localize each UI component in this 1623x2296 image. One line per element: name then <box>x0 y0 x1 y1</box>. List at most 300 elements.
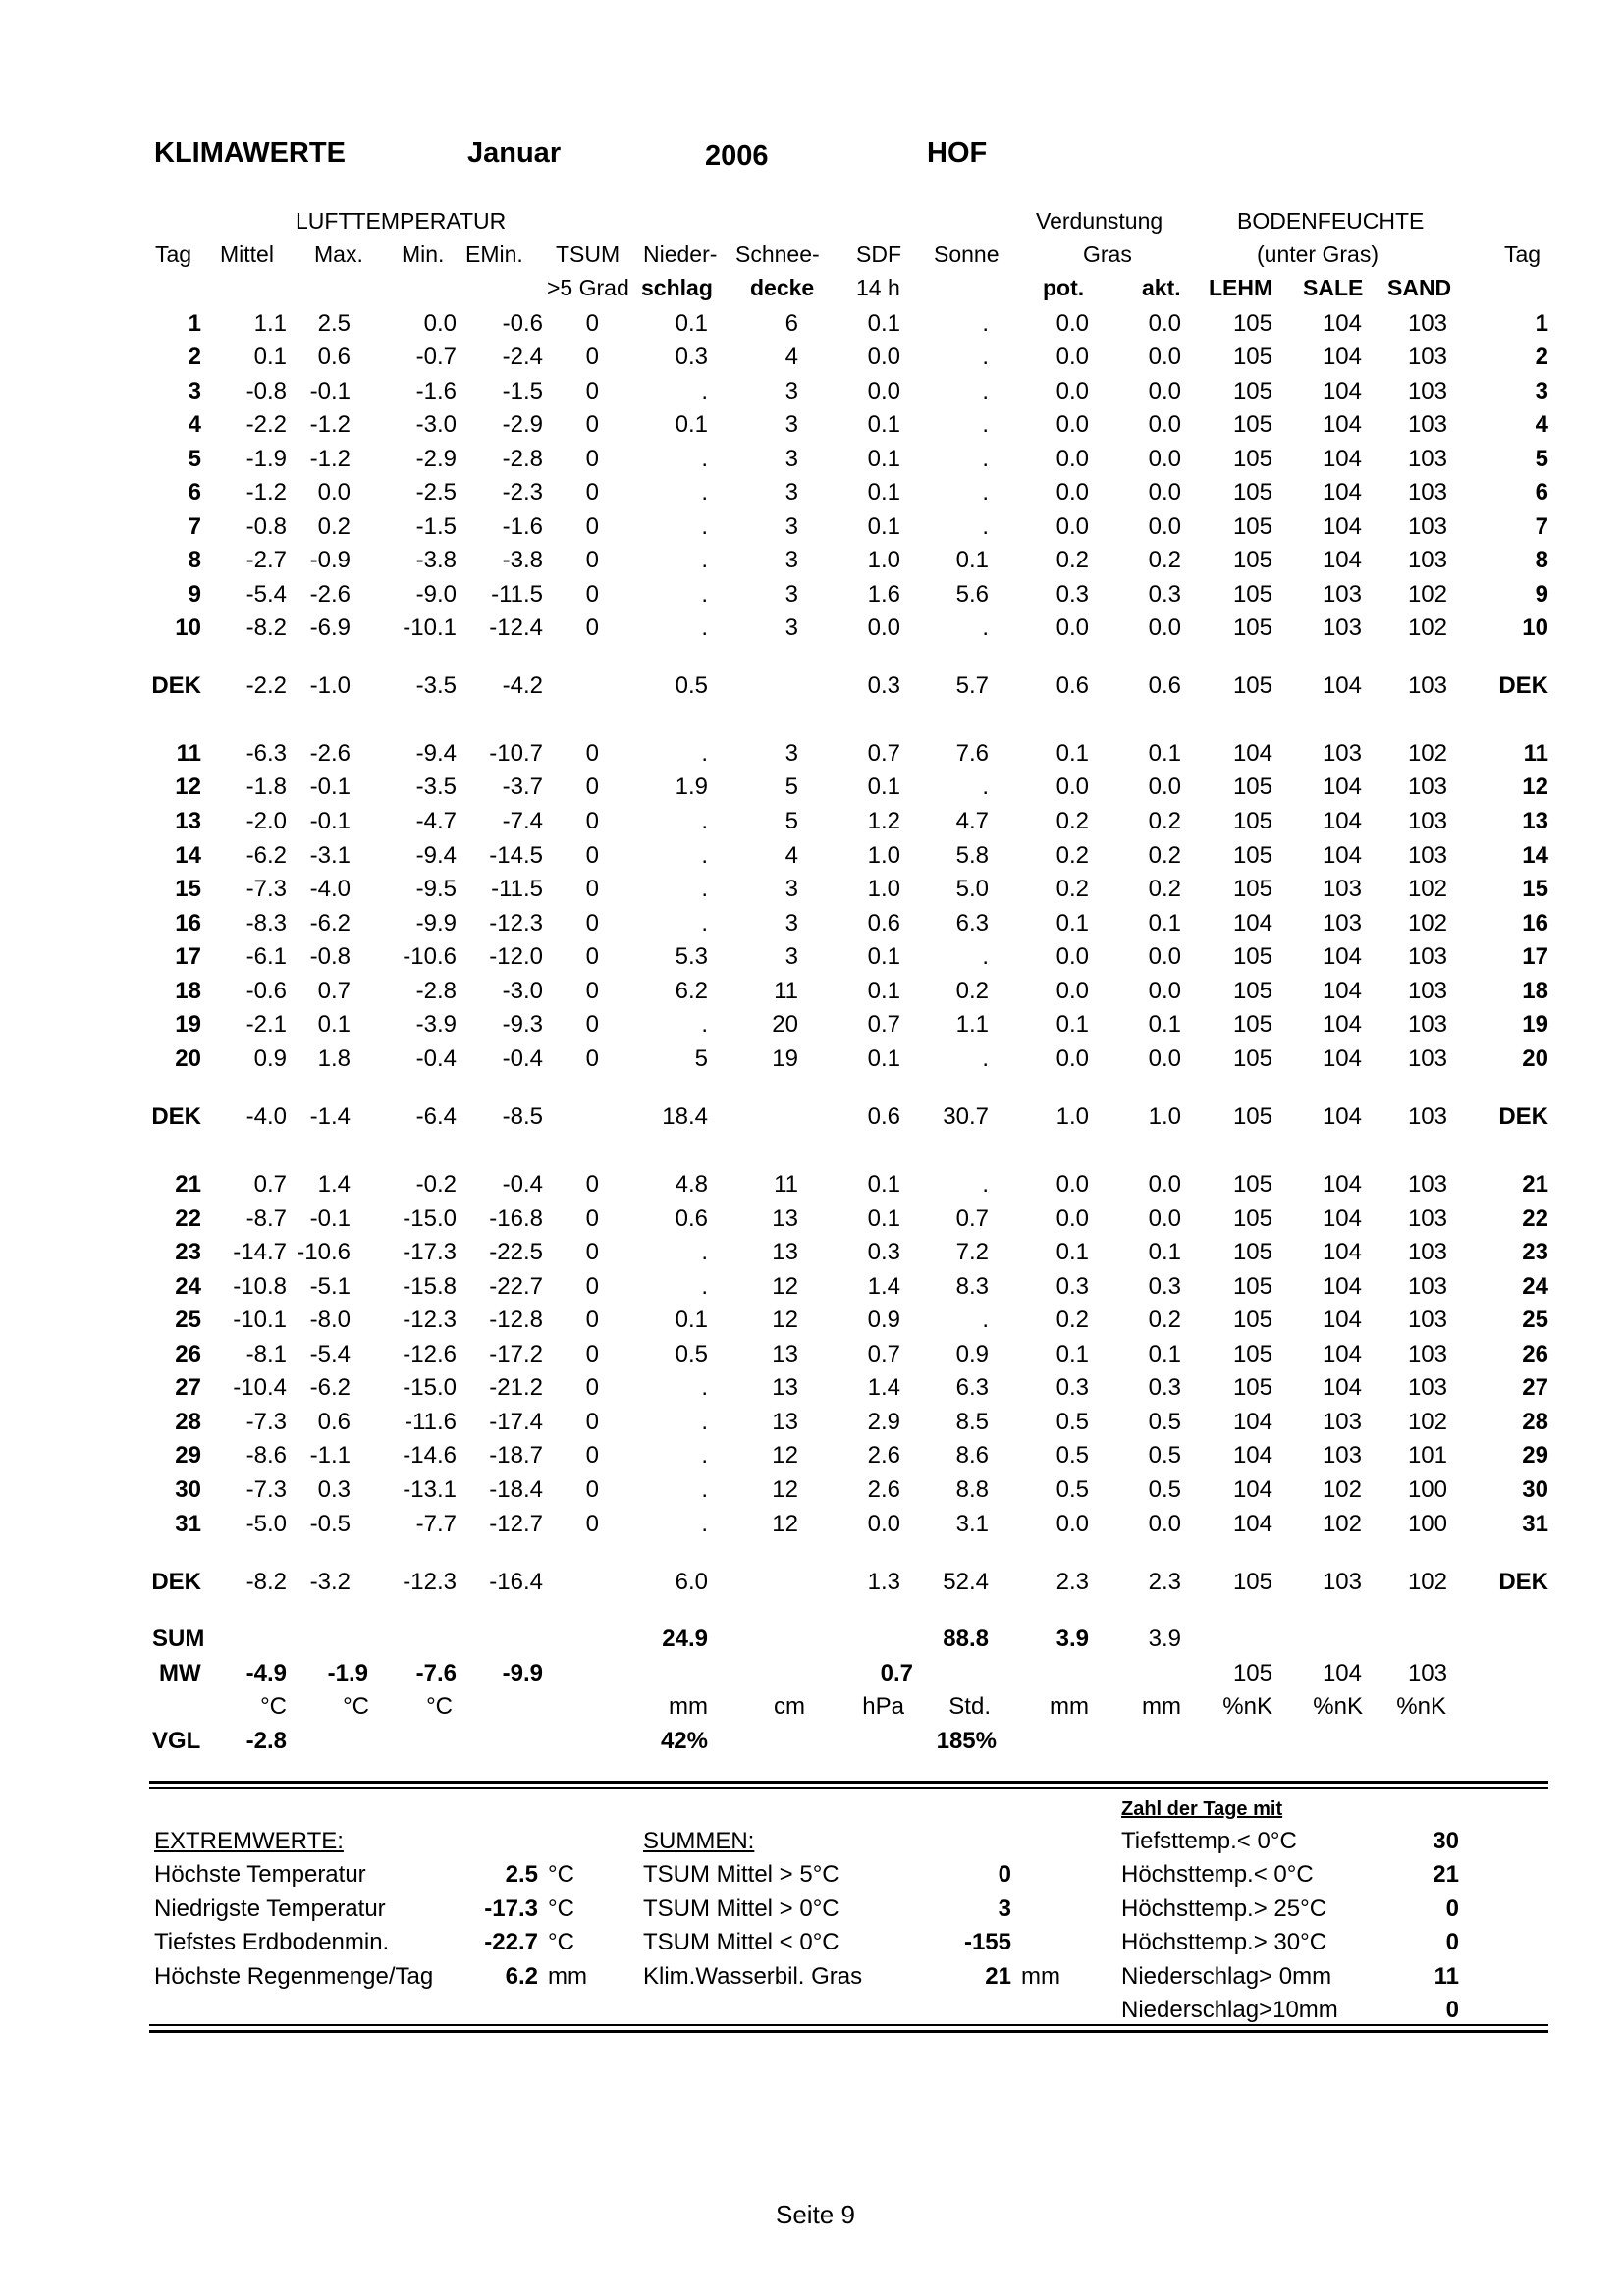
cell-schneedecke: 3 <box>784 446 798 472</box>
cell-tag-right: 24 <box>1522 1273 1548 1300</box>
cell-akt: 0.0 <box>1148 479 1181 506</box>
cell-sand: 103 <box>1407 1374 1447 1401</box>
cell-tag: 17 <box>175 943 201 970</box>
cell-sale: 103 <box>1322 614 1362 641</box>
header-nieder-sub: schlag <box>641 275 713 300</box>
cell-sale: 104 <box>1322 774 1362 800</box>
tage-label: Niederschlag>10mm <box>1121 1997 1338 2023</box>
cell-max: 2.5 <box>317 310 351 337</box>
cell-schneedecke: 3 <box>784 547 798 573</box>
cell-min: -1.5 <box>415 513 457 540</box>
cell-sand: 103 <box>1407 943 1447 970</box>
cell-sdf: 0.0 <box>867 378 900 404</box>
cell-schneedecke: 12 <box>772 1273 798 1300</box>
cell-lehm: 105 <box>1232 1307 1272 1333</box>
cell-niederschlag: . <box>701 1511 708 1537</box>
cell-sale: 104 <box>1322 672 1362 699</box>
cell-sonne: 5.8 <box>955 842 989 869</box>
cell-tag: 5 <box>188 446 201 472</box>
cell-sonne: 3.1 <box>955 1511 989 1537</box>
cell-emin: -9.3 <box>502 1011 543 1038</box>
extremwert-value: 2.5 <box>505 1861 538 1888</box>
cell-schneedecke: 12 <box>772 1511 798 1537</box>
unit-lehm: %nK <box>1222 1693 1272 1720</box>
cell-tsum: 0 <box>585 411 599 438</box>
cell-sonne: . <box>982 446 989 472</box>
cell-min: -3.5 <box>415 774 457 800</box>
cell-lehm: 105 <box>1232 344 1272 370</box>
tage-value: 30 <box>1433 1828 1459 1854</box>
cell-min: -9.9 <box>415 910 457 936</box>
cell-tag-right: 6 <box>1535 479 1548 506</box>
cell-sdf: 0.1 <box>867 774 900 800</box>
cell-akt: 0.1 <box>1148 1011 1181 1038</box>
tage-title: Zahl der Tage mit <box>1121 1798 1283 1820</box>
cell-pot: 0.2 <box>1055 842 1089 869</box>
cell-schneedecke: 4 <box>784 344 798 370</box>
cell-mittel: -4.0 <box>245 1103 287 1130</box>
group-header-bodenfeuchte: BODENFEUCHTE <box>1237 208 1425 234</box>
cell-tsum: 0 <box>585 344 599 370</box>
cell-tag: 20 <box>175 1045 201 1072</box>
cell-sdf: 2.6 <box>867 1442 900 1468</box>
cell-tag: 13 <box>175 808 201 834</box>
cell-tsum: 0 <box>585 1011 599 1038</box>
cell-pot: 0.1 <box>1055 1011 1089 1038</box>
cell-tag-right: 28 <box>1522 1409 1548 1435</box>
cell-sand: 103 <box>1407 479 1447 506</box>
cell-sonne: 1.1 <box>955 1011 989 1038</box>
cell-sonne: 8.5 <box>955 1409 989 1435</box>
cell-sand: 102 <box>1407 876 1447 902</box>
cell-niederschlag: . <box>701 479 708 506</box>
cell-sdf: 0.1 <box>867 1045 900 1072</box>
cell-tag-right: 15 <box>1522 876 1548 902</box>
cell-lehm: 105 <box>1232 774 1272 800</box>
cell-schneedecke: 3 <box>784 740 798 767</box>
cell-akt: 0.0 <box>1148 614 1181 641</box>
tage-label: Niederschlag> 0mm <box>1121 1963 1332 1990</box>
cell-schneedecke: 5 <box>784 774 798 800</box>
cell-tag: 30 <box>175 1476 201 1503</box>
cell-emin: -2.3 <box>502 479 543 506</box>
tage-label: Höchsttemp.> 25°C <box>1121 1896 1327 1922</box>
cell-schneedecke: 12 <box>772 1307 798 1333</box>
extremwert-unit: °C <box>548 1861 574 1888</box>
cell-sdf: 0.1 <box>867 446 900 472</box>
cell-emin: -3.0 <box>502 978 543 1004</box>
cell-sonne: . <box>982 614 989 641</box>
cell-max: -6.9 <box>309 614 351 641</box>
summen-label: Klim.Wasserbil. Gras <box>643 1963 863 1990</box>
cell-mittel: 1.1 <box>253 310 287 337</box>
cell-tag-right: 4 <box>1535 411 1548 438</box>
cell-tsum: 0 <box>585 547 599 573</box>
cell-min: -11.6 <box>405 1409 457 1435</box>
cell-min: -17.3 <box>403 1239 457 1265</box>
cell-pot: 0.3 <box>1055 1374 1089 1401</box>
cell-tag: 28 <box>175 1409 201 1435</box>
cell-lehm: 105 <box>1232 1569 1272 1595</box>
cell-lehm: 105 <box>1232 876 1272 902</box>
header-max: Max. <box>314 241 363 267</box>
cell-niederschlag: . <box>701 446 708 472</box>
cell-tag: 7 <box>188 513 201 540</box>
mw-mittel: -4.9 <box>245 1660 287 1686</box>
extremwert-value: 6.2 <box>505 1963 538 1990</box>
cell-pot: 0.2 <box>1055 547 1089 573</box>
cell-sonne: 5.7 <box>955 672 989 699</box>
cell-sdf: 1.6 <box>867 581 900 608</box>
cell-lehm: 105 <box>1232 581 1272 608</box>
cell-min: -2.5 <box>415 479 457 506</box>
cell-tsum: 0 <box>585 1045 599 1072</box>
cell-tag-right: 8 <box>1535 547 1548 573</box>
cell-sand: 102 <box>1407 614 1447 641</box>
cell-pot: 0.6 <box>1055 672 1089 699</box>
cell-tag-right: 29 <box>1522 1442 1548 1468</box>
cell-sdf: 0.1 <box>867 1205 900 1232</box>
cell-tag-right: 30 <box>1522 1476 1548 1503</box>
cell-lehm: 104 <box>1232 740 1272 767</box>
cell-max: -0.1 <box>309 378 351 404</box>
cell-niederschlag: 4.8 <box>675 1171 708 1198</box>
cell-sdf: 1.0 <box>867 547 900 573</box>
cell-tsum: 0 <box>585 876 599 902</box>
cell-niederschlag: . <box>701 614 708 641</box>
cell-tag-right: 13 <box>1522 808 1548 834</box>
cell-akt: 0.0 <box>1148 978 1181 1004</box>
cell-max: -0.1 <box>309 774 351 800</box>
cell-tag: 25 <box>175 1307 201 1333</box>
cell-min: -9.0 <box>415 581 457 608</box>
cell-niederschlag: . <box>701 1442 708 1468</box>
cell-lehm: 105 <box>1232 614 1272 641</box>
cell-max: 0.2 <box>317 513 351 540</box>
cell-sonne: . <box>982 774 989 800</box>
unit-pot: mm <box>1050 1693 1089 1720</box>
cell-sand: 103 <box>1407 1307 1447 1333</box>
vgl-mittel: -2.8 <box>245 1728 287 1754</box>
cell-min: -0.2 <box>415 1171 457 1198</box>
cell-sale: 103 <box>1322 740 1362 767</box>
cell-tsum: 0 <box>585 446 599 472</box>
cell-min: -1.6 <box>415 378 457 404</box>
cell-akt: 0.2 <box>1148 1307 1181 1333</box>
cell-mittel: -10.1 <box>233 1307 287 1333</box>
cell-mittel: -7.3 <box>245 876 287 902</box>
cell-akt: 0.0 <box>1148 1171 1181 1198</box>
cell-tsum: 0 <box>585 978 599 1004</box>
cell-max: -0.1 <box>309 1205 351 1232</box>
cell-niederschlag: . <box>701 1011 708 1038</box>
cell-emin: -3.8 <box>502 547 543 573</box>
cell-sand: 103 <box>1407 1011 1447 1038</box>
sum-pot: 3.9 <box>1055 1626 1089 1652</box>
cell-lehm: 105 <box>1232 1103 1272 1130</box>
cell-sale: 104 <box>1322 547 1362 573</box>
cell-sale: 104 <box>1322 1341 1362 1367</box>
cell-lehm: 105 <box>1232 547 1272 573</box>
cell-sale: 102 <box>1322 1476 1362 1503</box>
cell-sonne: 0.1 <box>955 547 989 573</box>
cell-mittel: -2.2 <box>245 672 287 699</box>
cell-max: -10.6 <box>297 1239 351 1265</box>
cell-mittel: 0.7 <box>253 1171 287 1198</box>
cell-min: -6.4 <box>415 1103 457 1130</box>
cell-sand: 103 <box>1407 808 1447 834</box>
cell-niederschlag: . <box>701 1409 708 1435</box>
cell-tag: 10 <box>175 614 201 641</box>
cell-niederschlag: 6.0 <box>675 1569 708 1595</box>
cell-min: -15.8 <box>403 1273 457 1300</box>
cell-min: -15.0 <box>403 1374 457 1401</box>
cell-min: -0.4 <box>415 1045 457 1072</box>
cell-tag-right: 12 <box>1522 774 1548 800</box>
tage-label: Höchsttemp.< 0°C <box>1121 1861 1314 1888</box>
cell-niederschlag: . <box>701 513 708 540</box>
extremwert-label: Höchste Regenmenge/Tag <box>154 1963 434 1990</box>
cell-sand: 103 <box>1407 310 1447 337</box>
cell-tsum: 0 <box>585 1341 599 1367</box>
cell-emin: -12.8 <box>489 1307 543 1333</box>
cell-sonne: 4.7 <box>955 808 989 834</box>
cell-tag: 19 <box>175 1011 201 1038</box>
cell-tsum: 0 <box>585 1374 599 1401</box>
cell-pot: 0.0 <box>1055 614 1089 641</box>
cell-sand: 103 <box>1407 378 1447 404</box>
cell-niederschlag: 0.1 <box>675 411 708 438</box>
cell-akt: 0.5 <box>1148 1476 1181 1503</box>
cell-akt: 0.0 <box>1148 310 1181 337</box>
cell-akt: 0.1 <box>1148 740 1181 767</box>
summen-value: -155 <box>963 1929 1011 1955</box>
cell-sdf: 0.1 <box>867 1171 900 1198</box>
cell-akt: 0.0 <box>1148 1045 1181 1072</box>
cell-pot: 0.0 <box>1055 378 1089 404</box>
unit-sonne: Std. <box>948 1693 991 1720</box>
cell-mittel: 0.1 <box>253 344 287 370</box>
cell-tag-right: 23 <box>1522 1239 1548 1265</box>
header-tsum: TSUM <box>556 241 621 267</box>
cell-sand: 103 <box>1407 1273 1447 1300</box>
cell-schneedecke: 3 <box>784 614 798 641</box>
cell-tag: 6 <box>188 479 201 506</box>
cell-sale: 104 <box>1322 1011 1362 1038</box>
cell-schneedecke: 13 <box>772 1341 798 1367</box>
cell-sand: 102 <box>1407 581 1447 608</box>
cell-tsum: 0 <box>585 1307 599 1333</box>
cell-tag-right: 11 <box>1523 740 1548 767</box>
extremwert-value: -22.7 <box>484 1929 538 1955</box>
cell-lehm: 105 <box>1232 978 1272 1004</box>
cell-niederschlag: 0.3 <box>675 344 708 370</box>
cell-sdf: 0.1 <box>867 479 900 506</box>
cell-tag-right: 10 <box>1522 614 1548 641</box>
cell-emin: -16.4 <box>489 1569 543 1595</box>
cell-mittel: -2.2 <box>245 411 287 438</box>
cell-akt: 0.2 <box>1148 876 1181 902</box>
cell-sdf: 0.0 <box>867 1511 900 1537</box>
cell-schneedecke: 3 <box>784 378 798 404</box>
cell-sand: 103 <box>1407 344 1447 370</box>
cell-emin: -0.4 <box>502 1045 543 1072</box>
cell-lehm: 104 <box>1232 910 1272 936</box>
cell-akt: 0.2 <box>1148 547 1181 573</box>
cell-sale: 104 <box>1322 842 1362 869</box>
mw-emin: -9.9 <box>502 1660 543 1686</box>
cell-akt: 1.0 <box>1148 1103 1181 1130</box>
header-sdf-sub: 14 h <box>856 275 900 300</box>
cell-schneedecke: 20 <box>772 1011 798 1038</box>
cell-sand: 103 <box>1407 547 1447 573</box>
cell-pot: 0.5 <box>1055 1476 1089 1503</box>
cell-emin: -12.4 <box>489 614 543 641</box>
cell-pot: 0.2 <box>1055 808 1089 834</box>
summen-unit: mm <box>1021 1963 1060 1990</box>
cell-tag: 23 <box>175 1239 201 1265</box>
cell-niederschlag: . <box>701 547 708 573</box>
cell-sand: 102 <box>1407 1409 1447 1435</box>
cell-sonne: 5.0 <box>955 876 989 902</box>
cell-sand: 103 <box>1407 446 1447 472</box>
cell-max: -2.6 <box>309 740 351 767</box>
cell-max: -5.1 <box>309 1273 351 1300</box>
cell-sdf: 1.2 <box>867 808 900 834</box>
cell-min: -3.9 <box>415 1011 457 1038</box>
header-tag: Tag <box>155 241 192 267</box>
cell-sale: 103 <box>1322 1569 1362 1595</box>
cell-sale: 103 <box>1322 910 1362 936</box>
cell-emin: -3.7 <box>502 774 543 800</box>
cell-sonne: . <box>982 310 989 337</box>
header-nieder: Nieder- <box>643 241 718 267</box>
cell-sdf: 1.3 <box>867 1569 900 1595</box>
summen-value: 0 <box>998 1861 1011 1888</box>
cell-sale: 104 <box>1322 411 1362 438</box>
cell-max: 0.7 <box>317 978 351 1004</box>
cell-sdf: 0.6 <box>867 910 900 936</box>
cell-niederschlag: 0.5 <box>675 1341 708 1367</box>
cell-mittel: -8.3 <box>245 910 287 936</box>
cell-tsum: 0 <box>585 774 599 800</box>
cell-tsum: 0 <box>585 842 599 869</box>
cell-lehm: 105 <box>1232 513 1272 540</box>
cell-pot: 0.3 <box>1055 581 1089 608</box>
cell-max: -5.4 <box>309 1341 351 1367</box>
cell-niederschlag: 0.1 <box>675 310 708 337</box>
cell-tag: 8 <box>188 547 201 573</box>
cell-mittel: -2.0 <box>245 808 287 834</box>
cell-min: -10.6 <box>403 943 457 970</box>
cell-emin: -12.0 <box>489 943 543 970</box>
sum-sonne: 88.8 <box>943 1626 989 1652</box>
divider-top-2 <box>149 1787 1548 1789</box>
cell-min: -9.4 <box>415 740 457 767</box>
cell-sale: 103 <box>1322 1442 1362 1468</box>
cell-tag-right: 17 <box>1522 943 1548 970</box>
cell-max: -1.2 <box>309 446 351 472</box>
cell-schneedecke: 19 <box>772 1045 798 1072</box>
cell-max: -6.2 <box>309 1374 351 1401</box>
cell-akt: 0.0 <box>1148 774 1181 800</box>
cell-niederschlag: . <box>701 910 708 936</box>
cell-min: 0.0 <box>423 310 457 337</box>
cell-tag: 2 <box>188 344 201 370</box>
cell-lehm: 105 <box>1232 1374 1272 1401</box>
cell-tag-right: 22 <box>1522 1205 1548 1232</box>
cell-pot: 0.1 <box>1055 1239 1089 1265</box>
cell-emin: -22.7 <box>489 1273 543 1300</box>
cell-lehm: 105 <box>1232 1171 1272 1198</box>
cell-sonne: 0.7 <box>955 1205 989 1232</box>
cell-max: -1.0 <box>309 672 351 699</box>
cell-tsum: 0 <box>585 1205 599 1232</box>
cell-emin: -22.5 <box>489 1239 543 1265</box>
cell-tag-right: DEK <box>1498 1569 1548 1595</box>
cell-tsum: 0 <box>585 378 599 404</box>
cell-min: -12.3 <box>403 1307 457 1333</box>
summen-label: TSUM Mittel > 0°C <box>643 1896 839 1922</box>
mw-max: -1.9 <box>327 1660 368 1686</box>
cell-sonne: . <box>982 1307 989 1333</box>
cell-max: -0.8 <box>309 943 351 970</box>
header-unter-gras: (unter Gras) <box>1257 241 1379 267</box>
cell-pot: 0.0 <box>1055 344 1089 370</box>
cell-tag-right: 2 <box>1535 344 1548 370</box>
cell-sonne: 0.9 <box>955 1341 989 1367</box>
tage-value: 0 <box>1445 1997 1459 2023</box>
cell-sonne: . <box>982 344 989 370</box>
cell-sale: 104 <box>1322 978 1362 1004</box>
cell-mittel: -8.1 <box>245 1341 287 1367</box>
cell-pot: 0.0 <box>1055 1511 1089 1537</box>
group-header-verdunstung: Verdunstung <box>1036 208 1163 234</box>
cell-emin: -4.2 <box>502 672 543 699</box>
cell-sdf: 1.4 <box>867 1273 900 1300</box>
cell-akt: 2.3 <box>1148 1569 1181 1595</box>
cell-sale: 103 <box>1322 581 1362 608</box>
cell-max: -2.6 <box>309 581 351 608</box>
cell-max: 0.1 <box>317 1011 351 1038</box>
cell-sdf: 0.9 <box>867 1307 900 1333</box>
cell-akt: 0.1 <box>1148 1239 1181 1265</box>
cell-lehm: 105 <box>1232 1273 1272 1300</box>
cell-mittel: -6.3 <box>245 740 287 767</box>
tage-value: 11 <box>1434 1963 1459 1990</box>
extremwert-label: Höchste Temperatur <box>154 1861 366 1888</box>
cell-lehm: 105 <box>1232 943 1272 970</box>
cell-tag-right: 19 <box>1522 1011 1548 1038</box>
cell-lehm: 105 <box>1232 310 1272 337</box>
cell-akt: 0.2 <box>1148 842 1181 869</box>
cell-akt: 0.0 <box>1148 411 1181 438</box>
cell-lehm: 105 <box>1232 479 1272 506</box>
cell-tag-right: 26 <box>1522 1341 1548 1367</box>
cell-sale: 103 <box>1322 876 1362 902</box>
cell-schneedecke: 5 <box>784 808 798 834</box>
cell-sand: 103 <box>1407 842 1447 869</box>
cell-emin: -11.5 <box>491 876 543 902</box>
cell-emin: -8.5 <box>502 1103 543 1130</box>
cell-emin: -17.2 <box>489 1341 543 1367</box>
cell-sand: 103 <box>1407 1341 1447 1367</box>
cell-sale: 102 <box>1322 1511 1362 1537</box>
cell-tag-right: 31 <box>1522 1511 1548 1537</box>
cell-min: -12.6 <box>403 1341 457 1367</box>
cell-max: -1.4 <box>309 1103 351 1130</box>
cell-niederschlag: . <box>701 876 708 902</box>
